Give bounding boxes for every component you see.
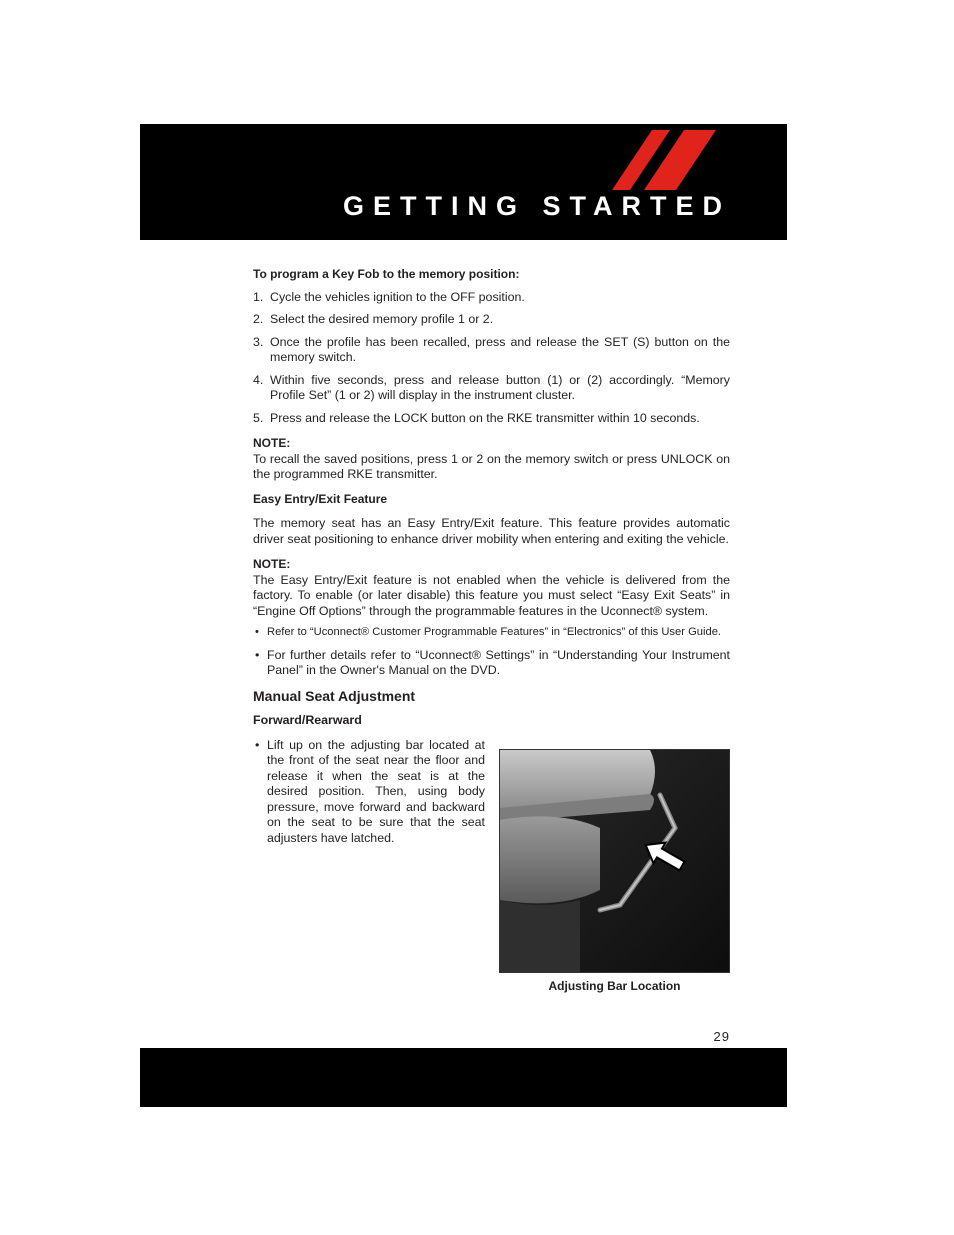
list-item xyxy=(253,312,730,328)
bullet-icon: • xyxy=(255,647,260,662)
step-number: 5. xyxy=(253,410,264,425)
step-text: Within five seconds, press and release button (1) or (2) accordingly. “Memory Profile Set” (1 or 2) will display in the instrument cluster. xyxy=(270,372,730,402)
note-text: The Easy Entry/Exit feature is not enabled when the vehicle is delivered from the factory. To enable (or later disable) this feature you must select “Easy Exit Seats” in “Engine Off Options” through the programmable features in the Uconnect® system. xyxy=(253,572,730,618)
key-fob-heading: To program a Key Fob to the memory position: xyxy=(253,267,520,281)
bullet-icon: • xyxy=(255,737,260,752)
list-item xyxy=(253,290,730,306)
manual-seat-title: Manual Seat Adjustment xyxy=(253,687,416,704)
easy-entry-heading: Easy Entry/Exit Feature xyxy=(253,491,388,506)
step-number: 1. xyxy=(253,289,264,304)
step-text: Press and release the LOCK button on the RKE transmitter within 10 seconds. xyxy=(270,410,700,425)
list-item xyxy=(253,411,730,427)
bullet-text: Refer to “Uconnect® Customer Programmable Features” in “Electronics” of this User Guide. xyxy=(267,626,722,638)
step-text: Select the desired memory profile 1 or 2. xyxy=(270,312,494,326)
step-number: 2. xyxy=(253,312,264,326)
list-item xyxy=(253,373,730,404)
list-item xyxy=(253,335,730,366)
note-text: To recall the saved positions, press 1 or 2 on the memory switch or press UNLOCK on the programmed RKE transmitter. xyxy=(253,451,730,481)
seat-illustration xyxy=(500,750,730,973)
list-item xyxy=(253,625,730,641)
adjusting-bar-photo xyxy=(499,749,730,973)
step-text: Once the profile has been recalled, press and release the SET (S) button on the memory switch. xyxy=(270,334,730,364)
page-number: 29 xyxy=(713,1029,730,1044)
step-number: 4. xyxy=(253,372,264,387)
key-fob-steps xyxy=(253,290,730,427)
header-band xyxy=(140,124,787,240)
easy-entry-text: The memory seat has an Easy Entry/Exit feature. This feature provides automatic driver seat positioning to enhance driver mobility when entering and exiting the vehicle. xyxy=(253,516,730,546)
step-number: 3. xyxy=(253,334,264,349)
image-caption: Adjusting Bar Location xyxy=(548,979,681,993)
note-bullets xyxy=(253,625,730,679)
forward-rearward-heading: Forward/Rearward xyxy=(253,713,362,727)
bullet-icon: • xyxy=(255,626,259,638)
note-label: NOTE: xyxy=(253,436,291,450)
list-item xyxy=(253,648,730,679)
section-title: GETTING STARTED xyxy=(343,191,731,221)
list-item xyxy=(253,738,485,847)
bullet-text: Lift up on the adjusting bar located at the front of the seat near the floor and release it when the seat is at the desired position. Then, using body pressure, move forward and backward on the seat to be sure that the seat adjusters have latched. xyxy=(267,737,485,845)
bullet-text: For further details refer to “Uconnect® Settings” in “Understanding Your Instrument Panel” in the Owner's Manual on the DVD. xyxy=(267,647,730,677)
footer-band xyxy=(140,1048,787,1107)
note-label: NOTE: xyxy=(253,557,291,571)
brand-stripes-icon xyxy=(612,130,722,190)
step-text: Cycle the vehicles ignition to the OFF position. xyxy=(270,289,525,304)
